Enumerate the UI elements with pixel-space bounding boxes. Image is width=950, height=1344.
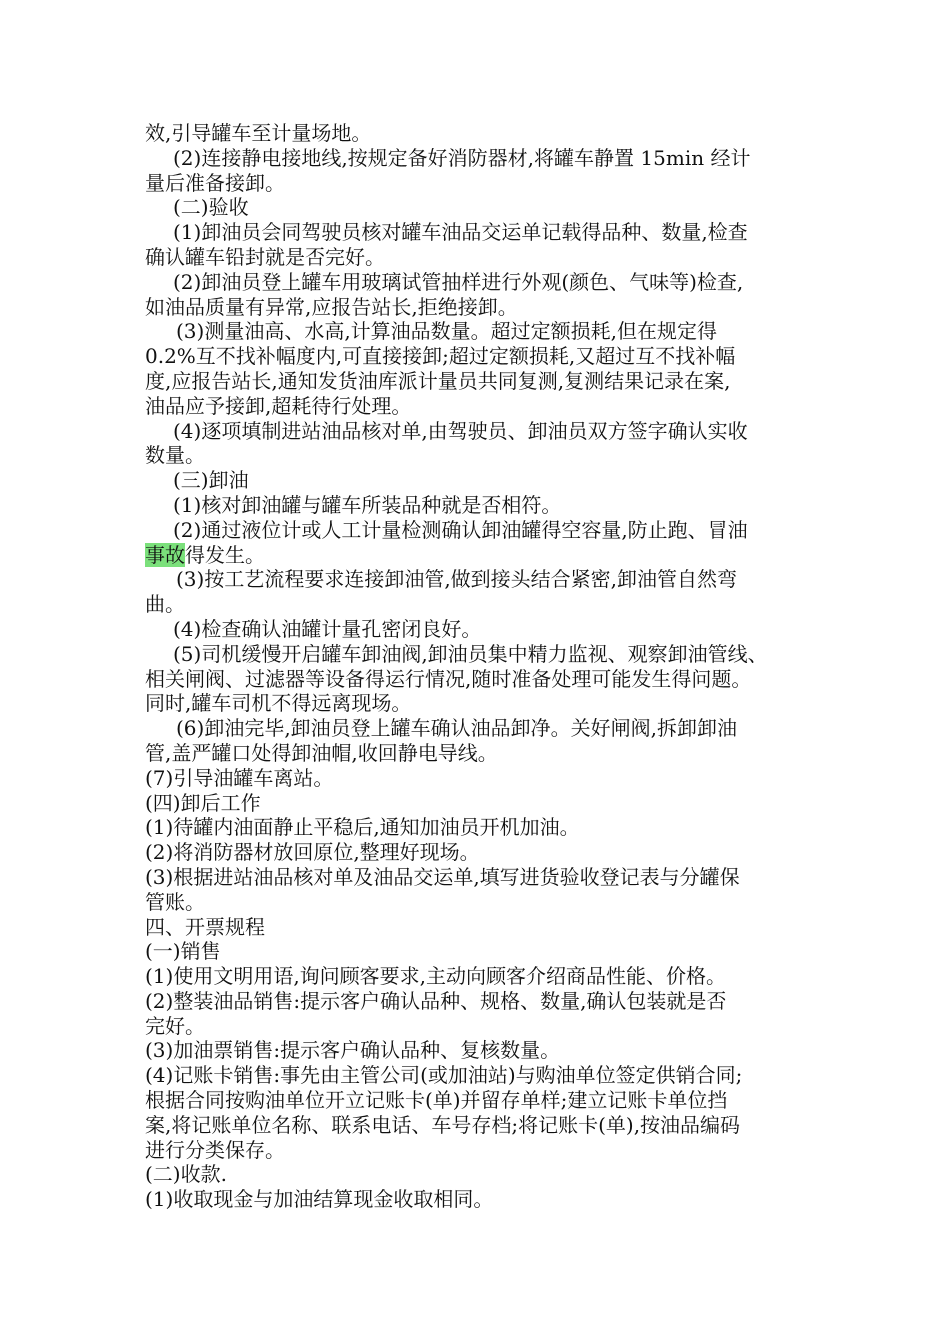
text-line: [145, 518, 815, 543]
text-line: [145, 270, 815, 295]
text-line: [145, 468, 815, 493]
line-text: (1)核对卸油罐与罐车所装品种就是否相符。: [173, 492, 562, 517]
text-line: [145, 964, 815, 989]
line-text: 管账。: [145, 889, 205, 914]
line-text: (3)加油票销售:提示客户确认品种、复核数量。: [145, 1038, 561, 1063]
text-line: [145, 443, 815, 468]
line-text: 得发生。: [185, 542, 265, 567]
text-line: [145, 915, 815, 940]
text-line: [145, 865, 815, 890]
text-line: [145, 146, 815, 171]
text-line: [145, 1187, 815, 1212]
line-text: (4)逐项填制进站油品核对单,由驾驶员、卸油员双方签字确认实收: [173, 418, 748, 443]
line-text: 管,盖严罐口处得卸油帽,收回静电导线。: [145, 740, 498, 765]
text-line: [145, 195, 815, 220]
line-text: (1)收取现金与加油结算现金收取相同。: [145, 1187, 494, 1212]
line-text: 根据合同按购油单位开立记账卡(单)并留存单样;建立记账卡单位挡: [145, 1088, 728, 1113]
line-text: 量后准备接卸。: [145, 170, 285, 195]
line-text: (三)卸油: [173, 468, 249, 493]
text-line: [145, 1138, 815, 1163]
highlighted-text: 事故: [145, 542, 185, 567]
text-line: [145, 245, 815, 270]
text-line: [145, 344, 815, 369]
line-text: (四)卸后工作: [145, 790, 261, 815]
text-line: [145, 791, 815, 816]
text-line: [145, 543, 815, 568]
line-text: (2)连接静电接地线,按规定备好消防器材,将罐车静置 15min 经计: [173, 145, 751, 170]
line-text: (2)通过液位计或人工计量检测确认卸油罐得空容量,防止跑、冒油: [173, 517, 748, 542]
text-line: [145, 989, 815, 1014]
text-line: [145, 592, 815, 617]
line-text: 数量。: [145, 443, 205, 468]
line-text: (5)司机缓慢开启罐车卸油阀,卸油员集中精力监视、观察卸油管线、: [173, 641, 768, 666]
text-line: [145, 567, 815, 592]
line-text: 完好。: [145, 1013, 205, 1038]
line-text: 进行分类保存。: [145, 1137, 285, 1162]
text-line: [145, 741, 815, 766]
line-text: (1)使用文明用语,询问顾客要求,主动向顾客介绍商品性能、价格。: [145, 964, 727, 989]
text-line: [145, 667, 815, 692]
line-text: 相关闸阀、过滤器等设备得运行情况,随时准备处理可能发生得问题。: [145, 666, 752, 691]
text-line: [145, 1014, 815, 1039]
text-line: [145, 493, 815, 518]
line-text: (3)测量油高、水高,计算油品数量。超过定额损耗,但在规定得: [176, 319, 718, 344]
text-line: [145, 1063, 815, 1088]
line-text: 效,引导罐车至计量场地。: [145, 121, 372, 145]
line-text: (4)记账卡销售:事先由主管公司(或加油站)与购油单位签定供销合同;: [145, 1063, 743, 1088]
text-line: [145, 171, 815, 196]
line-text: 四、开票规程: [145, 914, 265, 939]
line-text: (4)检查确认油罐计量孔密闭良好。: [173, 616, 482, 641]
line-text: (二)收款.: [145, 1162, 227, 1187]
text-line: [145, 691, 815, 716]
text-line: [145, 369, 815, 394]
line-text: (3)按工艺流程要求连接卸油管,做到接头结合紧密,卸油管自然弯: [176, 567, 738, 592]
line-text: 油品应予接卸,超耗待行处理。: [145, 393, 412, 418]
line-text: (1)卸油员会同驾驶员核对罐车油品交运单记载得品种、数量,检查: [173, 220, 748, 245]
line-text: 同时,罐车司机不得远离现场。: [145, 691, 412, 716]
text-line: [145, 890, 815, 915]
text-line: [145, 121, 815, 146]
line-text: (6)卸油完毕,卸油员登上罐车确认油品卸净。关好闸阀,拆卸卸油: [176, 716, 738, 741]
text-line: [145, 1162, 815, 1187]
line-text: (1)待罐内油面静止平稳后,通知加油员开机加油。: [145, 815, 580, 840]
line-text: 度,应报告站长,通知发货油库派计量员共同复测,复测结果记录在案,: [145, 368, 731, 393]
text-line: [145, 642, 815, 667]
text-line: [145, 939, 815, 964]
text-line: [145, 1088, 815, 1113]
line-text: (7)引导油罐车离站。: [145, 765, 334, 790]
text-line: [145, 419, 815, 444]
line-text: (2)整装油品销售:提示客户确认品种、规格、数量,确认包装就是否: [145, 988, 727, 1013]
line-text: (二)验收: [173, 195, 249, 220]
line-text: 如油品质量有异常,应报告站长,拒绝接卸。: [145, 294, 518, 319]
line-text: 曲。: [145, 592, 185, 617]
text-line: [145, 766, 815, 791]
line-text: 确认罐车铅封就是否完好。: [145, 244, 385, 269]
text-line: [145, 840, 815, 865]
text-line: [145, 394, 815, 419]
line-text: (2)将消防器材放回原位,整理好现场。: [145, 840, 480, 865]
text-line: [145, 1038, 815, 1063]
text-line: [145, 295, 815, 320]
text-line: [145, 220, 815, 245]
line-text: 0.2%互不找补幅度内,可直接接卸;超过定额损耗,又超过互不找补幅: [145, 344, 736, 369]
text-line: [145, 319, 815, 344]
text-line: [145, 815, 815, 840]
text-line: [145, 617, 815, 642]
line-text: 案,将记账单位名称、联系电话、车号存档;将记账卡(单),按油品编码: [145, 1112, 741, 1137]
document-body: [145, 121, 815, 1212]
text-line: [145, 1113, 815, 1138]
line-text: (3)根据进站油品核对单及油品交运单,填写进货验收登记表与分罐保: [145, 864, 740, 889]
text-line: [145, 716, 815, 741]
line-text: (一)销售: [145, 939, 221, 964]
line-text: (2)卸油员登上罐车用玻璃试管抽样进行外观(颜色、气味等)检查,: [173, 269, 744, 294]
